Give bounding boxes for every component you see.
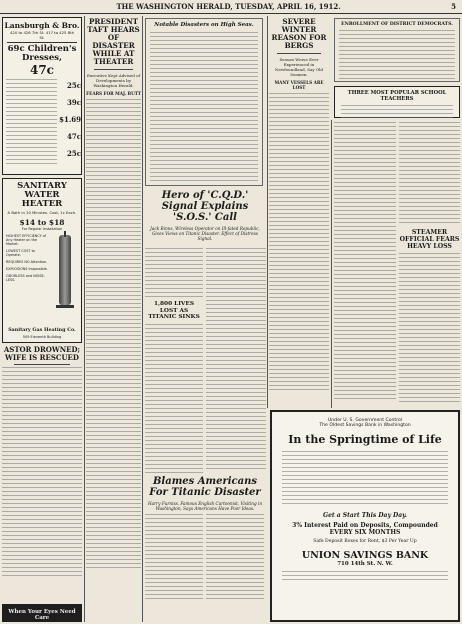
lansburgh-price: 47c bbox=[29, 63, 54, 77]
cqd-headline: Hero of 'C.Q.D.' Signal Explains 'S.O.S.' Call bbox=[161, 190, 249, 223]
teachers-ad bbox=[334, 86, 460, 118]
heater-footer-addr: 509 Eleventh Building bbox=[22, 335, 62, 339]
savings-address: 710 14th St. N. W. bbox=[337, 561, 393, 567]
lansburgh-headline: 69c Children's Dresses, bbox=[7, 44, 77, 63]
steamer-article bbox=[399, 122, 460, 403]
heater-footer: Sanitary Gas Heating Co. bbox=[8, 327, 76, 333]
astor-article bbox=[2, 346, 82, 577]
savings-offer: Get a Start This Day Day. bbox=[322, 512, 407, 519]
heater-point-4: EXPLOSIONS Impossible. bbox=[6, 266, 48, 271]
disasters-headline: Notable Disasters on High Seas. bbox=[154, 22, 254, 28]
masthead bbox=[0, 0, 462, 14]
lansburgh-price-3: $1.69 bbox=[59, 115, 81, 124]
lansburgh-price-4: 47c bbox=[66, 132, 81, 141]
lansburgh-price-2: 39c bbox=[66, 98, 81, 107]
severe-subhead: Season Worse Ever Experienced in Newfoundland, Say Old Seamen. bbox=[274, 57, 323, 77]
lansburgh-price-1: 25c bbox=[66, 81, 81, 90]
heater-title: SANITARY WATER HEATER bbox=[17, 181, 67, 209]
masthead-title: THE WASHINGTON HERALD, TUESDAY, APRIL 16, 1912. bbox=[116, 2, 341, 11]
eyes-care-ad bbox=[2, 604, 82, 622]
severe-headline: SEVERE WINTER REASON FOR BERGS bbox=[271, 17, 327, 50]
savings-oldest: The Oldest Savings Bank in Washington bbox=[319, 423, 411, 428]
lives-headline: 1,800 LIVES LOST AS TITANIC SINKS bbox=[148, 301, 200, 321]
lansburgh-address: 420 to 426 7th St. 417 to 425 8th St. bbox=[10, 30, 74, 40]
heater-ad bbox=[2, 178, 82, 343]
savings-safe: Safe Deposit Boxes for Rent, $3 Per Year Up bbox=[313, 539, 417, 544]
heater-illustration bbox=[50, 231, 80, 282]
blames-headline: Blames Americans For Titanic Disaster bbox=[149, 476, 261, 498]
president-subhead: Executive Kept Advised of Developments by Washington Herald. bbox=[87, 73, 140, 88]
savings-interest: 3% Interest Paid on Deposits, Compounded EVERY SIX MONTHS bbox=[292, 522, 438, 536]
blames-article bbox=[145, 476, 265, 602]
cqd-body bbox=[206, 248, 266, 472]
heater-point-2: LOWEST COST to Operate. bbox=[6, 248, 35, 257]
savings-bank-ad bbox=[270, 410, 460, 622]
heater-point-1: HIGHEST EFFICIENCY of Any Heater on the Market. bbox=[6, 233, 46, 246]
right-column-top-text bbox=[334, 122, 396, 402]
president-headline: PRESIDENT TAFT HEARS OF DISASTER WHILE AT THEATER bbox=[87, 17, 140, 66]
heater-note: For Regular Installation bbox=[21, 226, 63, 231]
heater-sub: A Bath in 10 Minutes. Cost, 1c Each. bbox=[7, 210, 77, 215]
cqd-subhead: Jack Binns, Wireless Operator on Ill-fated Republic, Gives Views on Titanic Disaster. Effect of Distress Signal. bbox=[150, 226, 260, 241]
teachers-headline: THREE MOST POPULAR SCHOOL TEACHERS bbox=[347, 90, 447, 102]
blames-subhead: Harry Furniss, Famous English Cartoonist, Visiting in Washington, Says Americans Have Poor Ideas. bbox=[147, 501, 263, 511]
severe-subhead-2: MANY VESSELS ARE LOST bbox=[274, 80, 324, 90]
savings-bank-name: UNION SAVINGS BANK bbox=[301, 550, 429, 561]
enrollment-headline: ENROLLMENT OF DISTRICT DEMOCRATS. bbox=[341, 22, 453, 27]
heater-point-5: ODORLESS and NOISE-LESS. bbox=[6, 273, 45, 282]
page-number: 5 bbox=[451, 2, 456, 11]
disasters-table bbox=[145, 18, 263, 186]
lives-article bbox=[145, 248, 203, 474]
lansburgh-price-5: 25c bbox=[66, 149, 81, 158]
eyes-care-headline: When Your Eyes Need Care bbox=[8, 609, 76, 621]
heater-point-3: REQUIRES NO Attention. bbox=[6, 259, 48, 264]
astor-headline: ASTOR DROWNED; WIFE IS RESCUED bbox=[3, 345, 81, 362]
lansburgh-name: Lansburgh & Bro. bbox=[4, 21, 80, 30]
savings-control: Under U. S. Government Control bbox=[327, 418, 403, 423]
heater-price: $14 to $18 bbox=[19, 217, 65, 227]
president-article bbox=[86, 18, 141, 569]
enrollment-notice bbox=[334, 18, 460, 82]
severe-article bbox=[269, 18, 329, 393]
savings-headline: In the Springtime of Life bbox=[288, 433, 442, 446]
cqd-article bbox=[145, 190, 265, 241]
president-subhead-2: FEARS FOR MAJ. BUTT bbox=[86, 91, 141, 96]
steamer-headline: STEAMER OFFICIAL FEARS HEAVY LOSS bbox=[399, 229, 460, 250]
lansburgh-ad bbox=[2, 17, 82, 175]
